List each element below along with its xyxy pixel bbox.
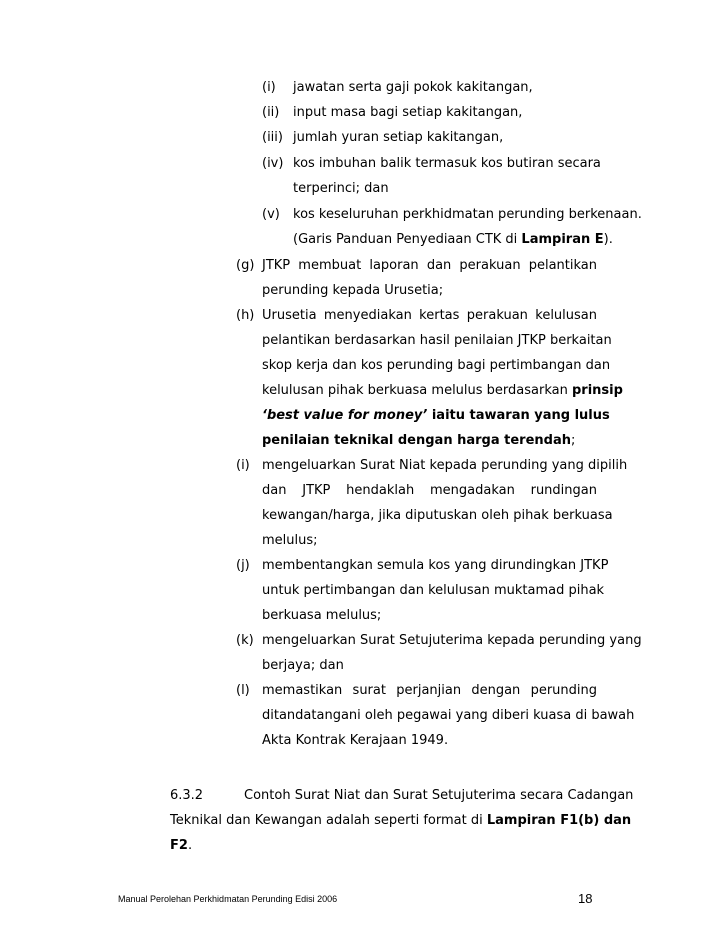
item-text-bold: prinsip [571, 383, 623, 398]
sub-item-number: (v) [262, 207, 280, 222]
page-number: 18 [578, 891, 593, 906]
item-text: memastikan surat perjanjian dengan perunding [262, 683, 597, 698]
sub-item-text: jumlah yuran setiap kakitangan, [293, 130, 504, 145]
item-number: (k) [236, 633, 254, 648]
item-text-bold-italic: ‘best value for money’ [262, 408, 428, 423]
item-number: (i) [236, 458, 250, 473]
sub-item-number: (i) [262, 80, 276, 95]
item-number: (h) [236, 308, 255, 323]
section-text-suffix: . [187, 838, 193, 853]
section-text [170, 812, 632, 830]
item-text: berkuasa melulus; [262, 608, 382, 623]
sub-item-number: (iv) [262, 156, 284, 171]
footer-text: Manual Perolehan Perkhidmatan Perunding Edisi 2006 [118, 894, 338, 904]
item-text-bold: penilaian teknikal dengan harga terendah [262, 433, 571, 448]
guideline-note-suffix: ). [603, 232, 613, 247]
item-text: Akta Kontrak Kerajaan 1949. [262, 733, 449, 748]
sub-item-text: terperinci; dan [293, 181, 389, 196]
sub-item-number: (ii) [262, 105, 280, 120]
item-text-bold: iaitu tawaran yang lulus [427, 408, 610, 423]
section-number: 6.3.2 [170, 788, 204, 803]
item-text: Urusetia menyediakan kertas perakuan kelulusan [262, 308, 597, 323]
item-text: membentangkan semula kos yang dirundingkan JTKP [262, 558, 609, 573]
item-number: (j) [236, 558, 250, 573]
item-text: JTKP membuat laporan dan perakuan pelantikan [262, 258, 597, 273]
item-text [262, 407, 610, 425]
item-text [262, 382, 623, 400]
guideline-note-prefix: (Garis Panduan Penyediaan CTK di [293, 232, 522, 247]
item-number: (l) [236, 683, 250, 698]
item-text: kewangan/harga, jika diputuskan oleh pihak berkuasa [262, 508, 613, 523]
sub-item-text: jawatan serta gaji pokok kakitangan, [293, 80, 533, 95]
section-text-bold: F2 [170, 838, 188, 853]
guideline-note [293, 231, 613, 249]
item-text-plain: kelulusan pihak berkuasa melulus berdasarkan [262, 383, 572, 398]
item-text: mengeluarkan Surat Setujuterima kepada perunding yang [262, 633, 642, 648]
item-number: (g) [236, 258, 255, 273]
item-text: berjaya; dan [262, 658, 344, 673]
item-text: perunding kepada Urusetia; [262, 283, 444, 298]
section-text [170, 837, 192, 855]
sub-item-number: (iii) [262, 130, 283, 145]
section-text-plain: Teknikal dan Kewangan adalah seperti format di [170, 813, 487, 828]
item-text: mengeluarkan Surat Niat kepada perunding yang dipilih [262, 458, 628, 473]
section-text-bold: Lampiran F1(b) dan [486, 813, 632, 828]
sub-item-text: input masa bagi setiap kakitangan, [293, 105, 523, 120]
sub-item-text: kos imbuhan balik termasuk kos butiran secara [293, 156, 601, 171]
item-text: skop kerja dan kos perunding bagi pertimbangan dan [262, 358, 611, 373]
item-text: untuk pertimbangan dan kelulusan muktamad pihak [262, 583, 605, 598]
section-text: Contoh Surat Niat dan Surat Setujuterima secara Cadangan [244, 788, 634, 803]
guideline-note-link: Lampiran E [521, 232, 604, 247]
item-text: dan JTKP hendaklah mengadakan rundingan [262, 483, 597, 498]
item-text: ditandatangani oleh pegawai yang diberi kuasa di bawah [262, 708, 635, 723]
item-text: melulus; [262, 533, 318, 548]
sub-item-text: kos keseluruhan perkhidmatan perunding berkenaan. [293, 207, 642, 222]
item-text [262, 432, 575, 450]
item-text: pelantikan berdasarkan hasil penilaian JTKP berkaitan [262, 333, 612, 348]
item-text-suffix: ; [571, 433, 576, 448]
